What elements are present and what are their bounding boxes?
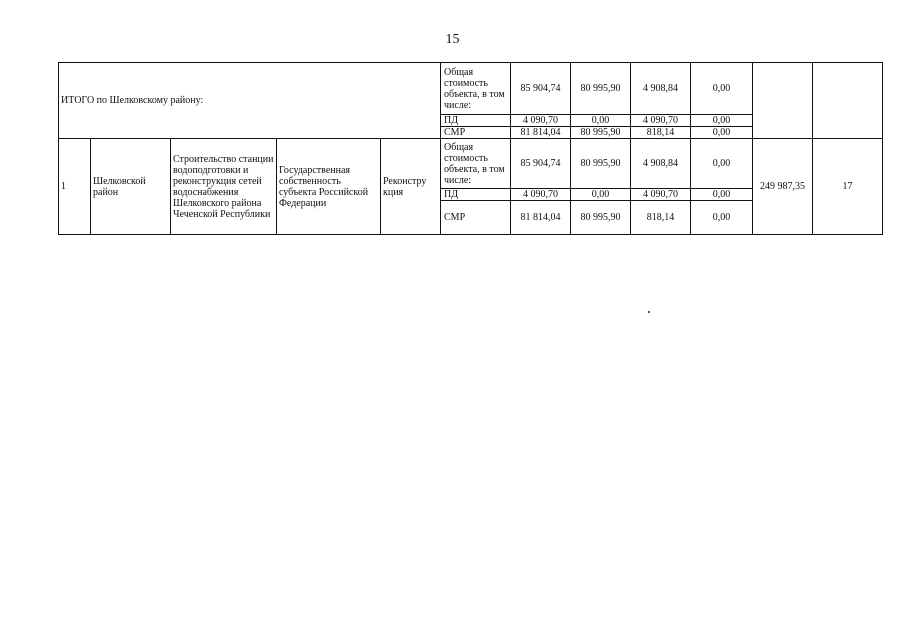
total-line-name: Общая стоимость объекта, в том числе: xyxy=(441,63,511,115)
total-line-name: ПД xyxy=(441,115,511,127)
total-value: 818,14 xyxy=(631,127,691,139)
object-value: 85 904,74 xyxy=(511,139,571,189)
object-value: 80 995,90 xyxy=(571,201,631,235)
scan-speck xyxy=(648,311,650,313)
object-value: 0,00 xyxy=(691,139,753,189)
total-capacity-cell xyxy=(753,63,813,139)
total-label: ИТОГО по Шелковскому району: xyxy=(61,95,204,106)
total-value: 0,00 xyxy=(691,115,753,127)
object-line-name: СМР xyxy=(441,201,511,235)
object-value: 0,00 xyxy=(691,201,753,235)
object-district: Шелковской район xyxy=(91,139,171,235)
total-value: 80 995,90 xyxy=(571,127,631,139)
total-value: 0,00 xyxy=(691,127,753,139)
object-count: 17 xyxy=(813,139,883,235)
total-count-cell xyxy=(813,63,883,139)
object-ownership: Государственная собственность субъекта Российской Федерации xyxy=(277,139,381,235)
total-line-name: СМР xyxy=(441,127,511,139)
object-value: 4 090,70 xyxy=(631,189,691,201)
total-row-overall xyxy=(59,63,883,115)
object-value: 80 995,90 xyxy=(571,139,631,189)
object-index: 1 xyxy=(59,139,91,235)
total-value: 0,00 xyxy=(571,115,631,127)
object-row-overall xyxy=(59,139,883,189)
object-line-name: Общая стоимость объекта, в том числе: xyxy=(441,139,511,189)
total-value: 0,00 xyxy=(691,63,753,115)
total-value: 80 995,90 xyxy=(571,63,631,115)
object-value: 0,00 xyxy=(571,189,631,201)
total-value: 81 814,04 xyxy=(511,127,571,139)
page-number: 15 xyxy=(445,32,460,47)
object-work-type: Реконстру кция xyxy=(381,139,441,235)
total-value: 4 908,84 xyxy=(631,63,691,115)
object-value: 4 090,70 xyxy=(511,189,571,201)
total-value: 4 090,70 xyxy=(511,115,571,127)
total-value: 85 904,74 xyxy=(511,63,571,115)
financing-table xyxy=(58,62,883,235)
total-label-cell xyxy=(59,63,441,139)
object-value: 81 814,04 xyxy=(511,201,571,235)
object-line-name: ПД xyxy=(441,189,511,201)
object-name: Строительство станции водоподготовки и реконструкция сетей водоснабжения Шелковского района Чеченской Республики xyxy=(171,139,277,235)
total-value: 4 090,70 xyxy=(631,115,691,127)
object-capacity: 249 987,35 xyxy=(753,139,813,235)
object-value: 818,14 xyxy=(631,201,691,235)
object-value: 0,00 xyxy=(691,189,753,201)
object-value: 4 908,84 xyxy=(631,139,691,189)
